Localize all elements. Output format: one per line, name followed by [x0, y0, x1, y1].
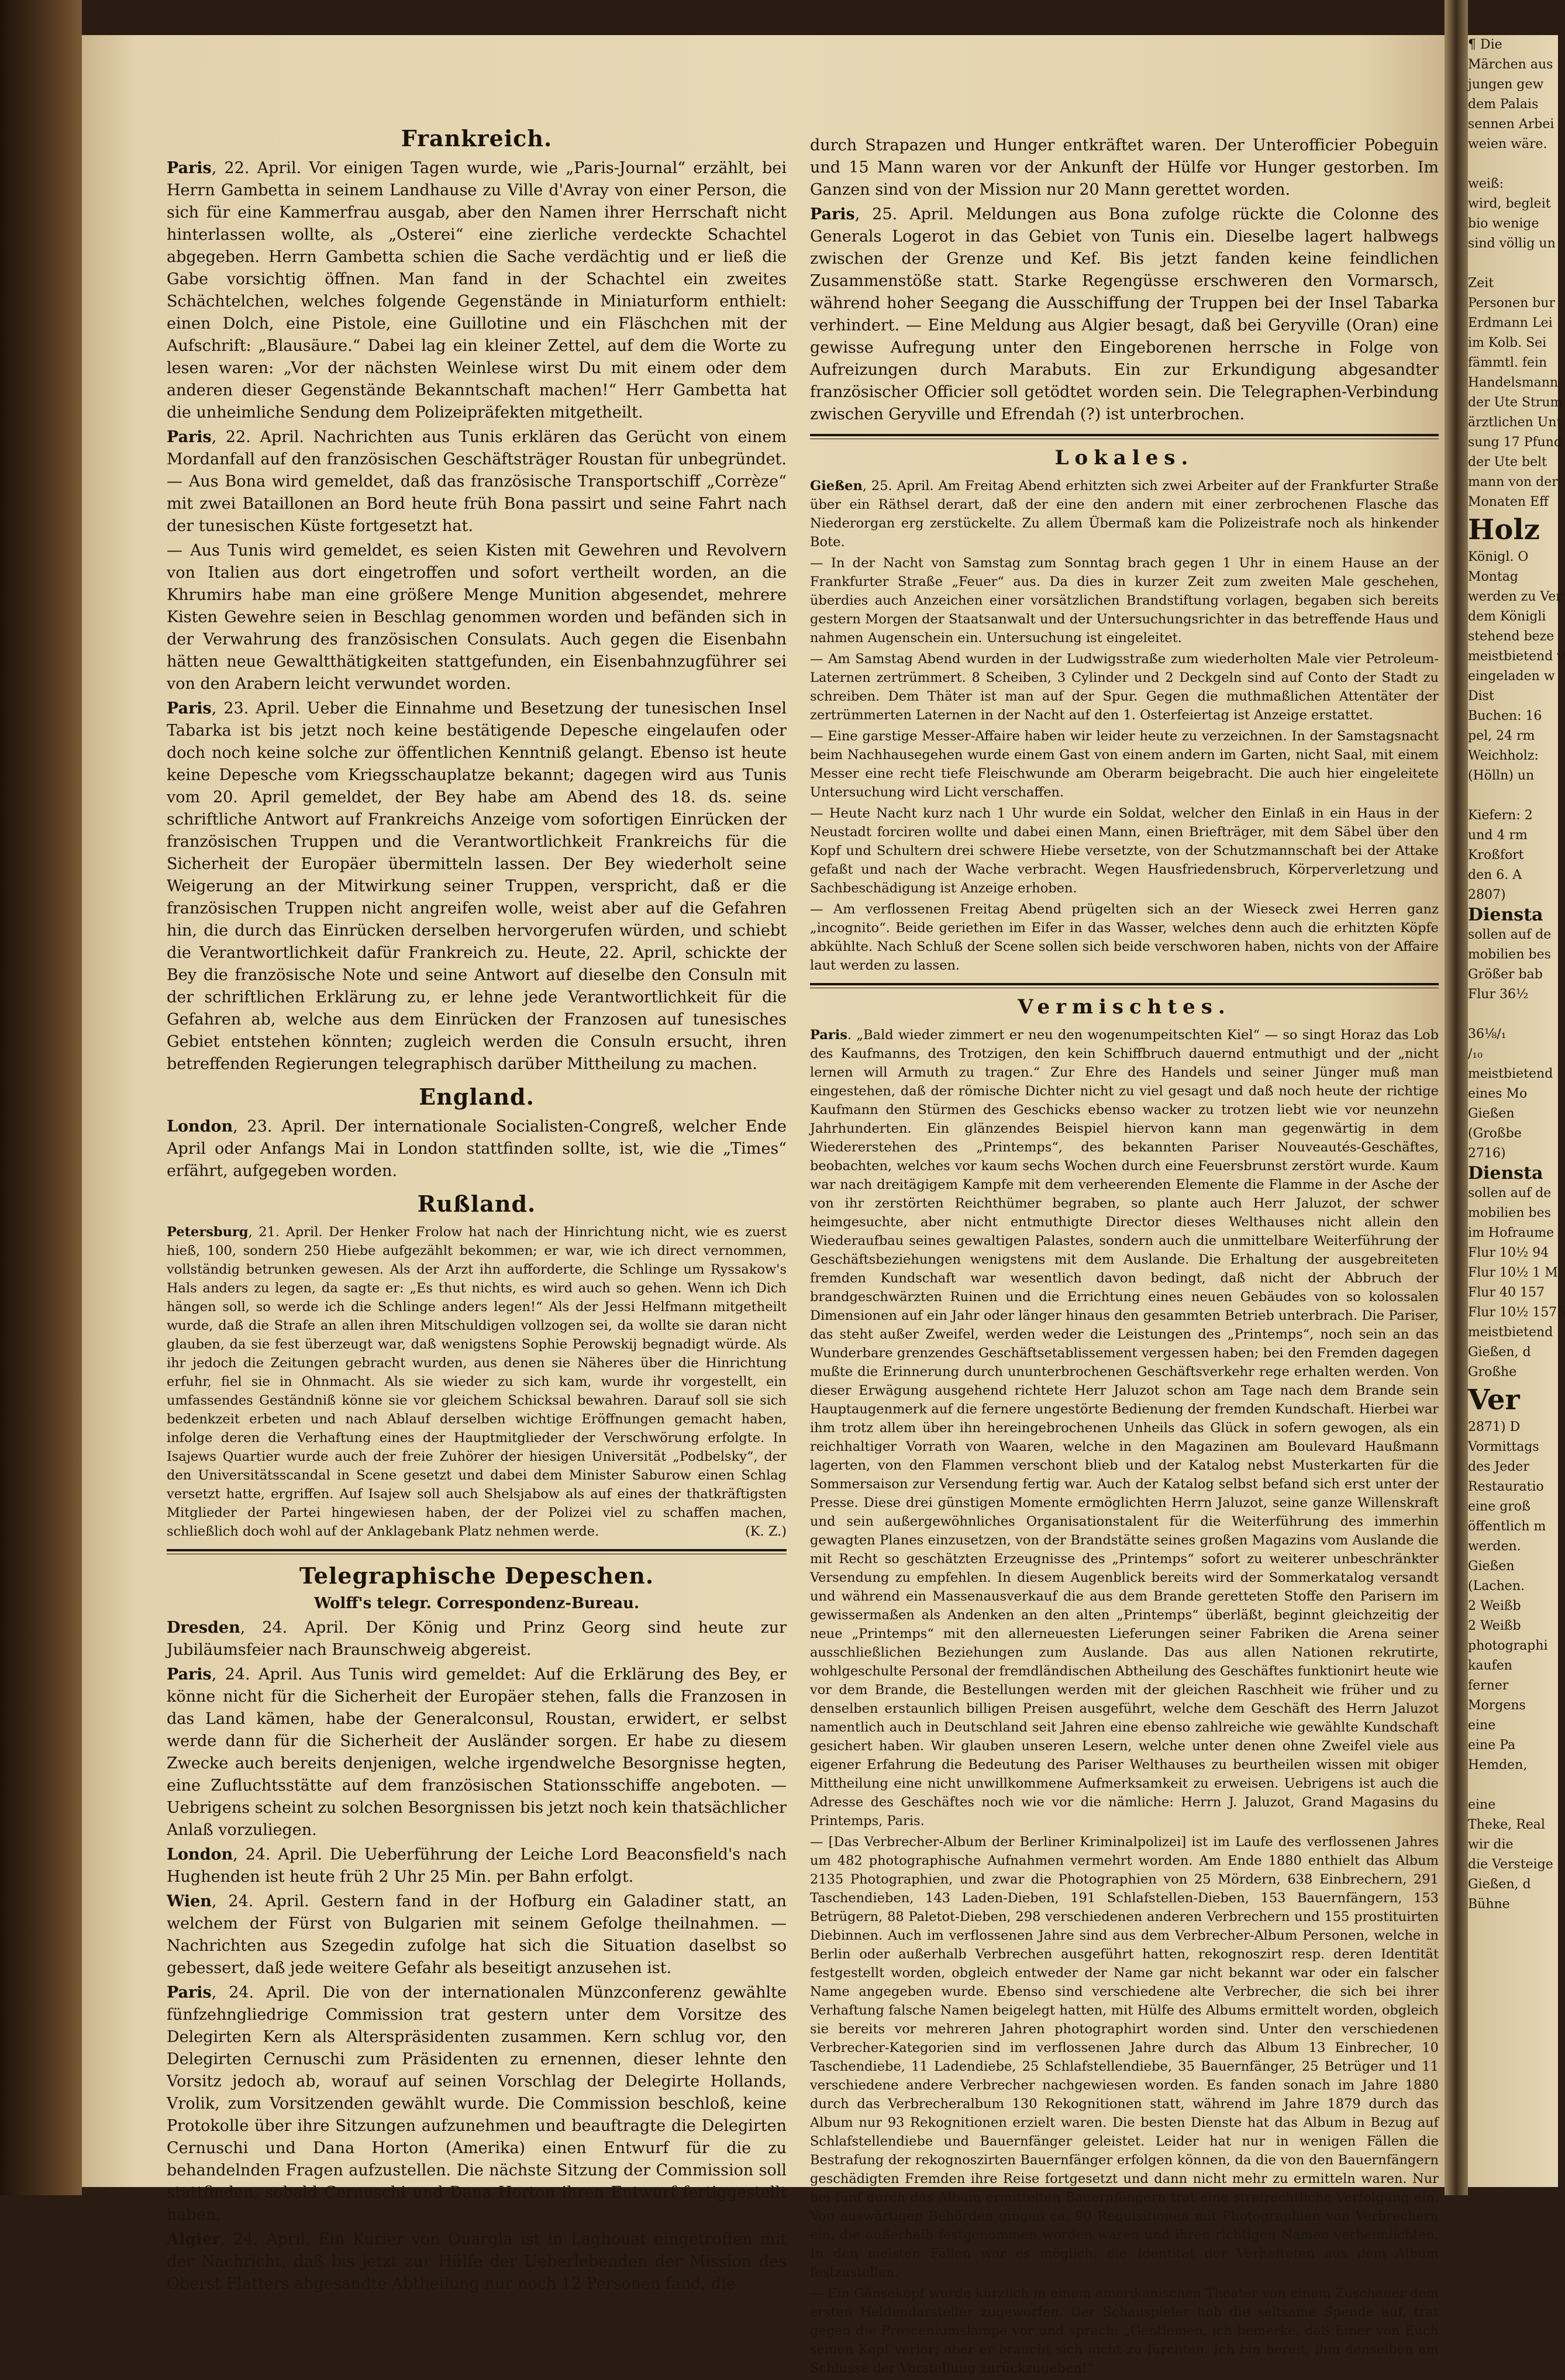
- adjacent-text-line: mann von der: [1468, 475, 1558, 489]
- local-item-4: — Eine garstige Messer-Affaire haben wir leider heute zu verzeichnen. In der Samstagsnacht beim Nachhausegehen wurde einem Gast von einem andern im Garten, nicht Saal, mit einem Messer eine recht tiefe Fleischwunde am Oberarm beigebracht. Die auch hier eingeleitete Untersuchung wird Licht verschaffen.: [810, 729, 1439, 800]
- book-binding-edge: [0, 0, 82, 2195]
- adjacent-heading-dienstag-1: Diensta: [1468, 905, 1543, 925]
- adjacent-block-4: [1468, 1184, 1565, 1382]
- article-paris-3: Paris, 23. April. Ueber die Einnahme und Besetzung der tunesischen Insel Tabarka ist bis jetzt noch keine bestätigende Depesche eingelaufen oder doch noch keine solche zur öffentlichen Kenntniß gelangt. Ebenso ist heute keine Depesche vom Kriegsschauplatze bekannt; dagegen wird aus Tunis vom 20. April gemeldet, der Bey habe am Abend des 18. ds. seine schriftliche Antwort auf Frankreichs Anzeige vom sofortigen Einrücken der französischen Truppen und die Verantwortlichkeit Frankreichs für die Sicherheit der Europäer übermitteln lassen. Der Bey wiederholt seine Weigerung an der Mitwirkung seiner Truppen, verspricht, daß er die französischen Truppen nicht angreifen wolle, weist aber auf die Gefahren hin, die durch das Einrücken derselben hervorgerufen würden, und schiebt die Verantwortlichkeit dafür Frankreich zu. Heute, 22. April, schickte der Bey die französische Note und seine Antwort auf dieselbe den Consuln mit der schriftlichen Erklärung zu, er lehne jede Verantwortlichkeit für die Gefahren ab, welche aus dem Einrücken der Franzosen auf tunesisches Gebiet entstehen könnten; zugleich werden die Consuln ersucht, ihren betreffenden Regierungen telegraphisch darüber Mittheilung zu machen.: [167, 699, 787, 1073]
- adjacent-text-line: 2871) D: [1468, 1420, 1521, 1434]
- adjacent-text-line: (Hölln) un: [1468, 768, 1535, 783]
- dateline-city: Paris: [810, 1027, 847, 1043]
- adjacent-text-line: Flur 10½ 1 M: [1468, 1265, 1558, 1280]
- adjacent-text-line: eine: [1468, 1718, 1496, 1733]
- adjacent-text-line: Montag: [1468, 570, 1518, 584]
- adjacent-text-line: 2716): [1468, 1146, 1506, 1161]
- adjacent-text-line: (Lachen.: [1468, 1579, 1525, 1593]
- adjacent-text-line: meistbietend: [1468, 1325, 1553, 1340]
- section-heading-england: England.: [419, 1084, 535, 1110]
- adjacent-text-line: Märchen aus: [1468, 57, 1553, 72]
- adjacent-text-line: kaufen: [1468, 1658, 1512, 1673]
- adjacent-text-line: eingeladen w: [1468, 669, 1555, 684]
- page-gutter: [1445, 0, 1468, 2195]
- adjacent-text-line: Großhe: [1468, 1365, 1517, 1379]
- adjacent-text-line: bio wenige: [1468, 216, 1539, 231]
- adjacent-text-line: Erdmann Lei: [1468, 316, 1553, 330]
- dispatch-algier: Algier, 24. April. Ein Kurier von Ouargla ist in Laghouat eingetroffen mit der Nachricht, daß bis jetzt zur Hülfe der Ueberlebenden der Mission des Oberst Flatters abgesandte Abtheilung nur noch 12 Personen fand, die: [167, 2230, 787, 2293]
- adjacent-block-5: [1468, 1417, 1553, 1915]
- adjacent-text-line: wird, begleit: [1468, 196, 1551, 211]
- adjacent-text-line: 2 Weißb: [1468, 1599, 1521, 1613]
- adjacent-text-line: (Großbe: [1468, 1126, 1522, 1141]
- adjacent-text-line: Gießen, d: [1468, 1877, 1531, 1892]
- adjacent-text-line: Handelsmann: [1468, 375, 1559, 390]
- adjacent-text-line: /₁₀: [1468, 1047, 1483, 1061]
- dateline-city: Paris: [167, 159, 212, 177]
- article-petersburg: Petersburg, 21. April. Der Henker Frolow hat nach der Hinrichtung nicht, wie es zuerst hieß, 100, sondern 250 Hiebe aufgezählt bekommen; er war, wie ich direct vernommen, vollständig betrunken gewesen. Als der Arzt ihn aufforderte, die Schlinge um Ryssakow's Hals anders zu legen, da sagte er: „Es thut nichts, es wird auch so gehen. Wenn ich Dich hängen soll, so werde ich die Schlinge anders legen!“ Als der Jessi Helfmann mitgetheilt wurde, daß die Strafe an allen ihren Mitschuldigen vollzogen sei, da wollte sie daran nicht glauben, da sie fest überzeugt war, daß wenigstens Sophie Perowskij begnadigt würde. Als ihr jedoch die Zeitungen gebracht wurden, aus denen sie Näheres über die Hinrichtung erfuhr, fiel sie in Ohnmacht. Als sie wieder zu sich kam, wurde ihr vorgestellt, ein umfassendes Geständniß könne sie vor gleichem Schicksal bewahren. Darauf soll sie sich bedenkzeit erbeten und nach Ablauf derselben wichtige Eröffnungen gemacht haben, infolge deren die Verhaftung eines der Hauptmitglieder der Verschwörung erfolgte. In Isajews Quartier wurde auch der freie Zuhörer der hiesigen Universität „Podbelsky“, der den Universitätsscandal in Scene gesetzt und dabei dem Minister Saburow einen Schlag versetzt hatte, ergriffen. Auf Isajew soll auch Shelsjabow als auf eines der thatkräftigsten Mitglieder der Partei hingewiesen haben, der der Polizei viel zu schaffen machen, schließlich doch wohl auf der Anklagebank Platz nehmen werde. (K. Z.): [167, 1223, 787, 1541]
- adjacent-text-line: der Ute Strum: [1468, 395, 1563, 410]
- dateline-city: London: [167, 1117, 233, 1136]
- adjacent-text-line: öffentlich m: [1468, 1519, 1546, 1534]
- adjacent-text-line: Kiefern: 2: [1468, 808, 1533, 823]
- adjacent-text-line: stehend beze: [1468, 629, 1554, 644]
- dateline-city: Paris: [810, 205, 855, 223]
- adjacent-text-line: Größer bab: [1468, 967, 1543, 982]
- adjacent-text-line: [1468, 1005, 1550, 1025]
- adjacent-text-line: weien wäre.: [1468, 137, 1547, 151]
- dispatch-london: London, 24. April. Die Ueberführung der Leiche Lord Beaconsfield's nach Hughenden ist heute früh 2 Uhr 25 Min. per Bahn erfolgt.: [167, 1846, 787, 1886]
- dateline-city: Paris: [167, 428, 212, 446]
- adjacent-text-line: 36⅛/₁: [1468, 1027, 1507, 1041]
- adjacent-text-line: [1468, 154, 1550, 174]
- section-divider: [810, 983, 1439, 985]
- adjacent-heading-ver: Ver: [1468, 1384, 1520, 1416]
- adjacent-text-line: im Hofraume: [1468, 1226, 1554, 1240]
- adjacent-text-line: Gießen, d: [1468, 1345, 1531, 1360]
- section-heading-vermischtes: Vermischtes.: [1018, 995, 1231, 1019]
- adjacent-text-line: Flur 40 157: [1468, 1285, 1545, 1300]
- dateline-city: Paris: [167, 1984, 212, 2002]
- adjacent-text-line: Zeit: [1468, 276, 1494, 291]
- adjacent-page-text: [1468, 35, 1565, 1915]
- agency-subheading: Wolff's telegr. Correspondenz-Bureau.: [314, 1595, 639, 1612]
- adjacent-text-line: Buchen: 16: [1468, 709, 1542, 723]
- adjacent-text-line: photographi: [1468, 1639, 1548, 1653]
- dateline-city: Algier: [167, 2230, 220, 2248]
- adjacent-block-1: [1468, 35, 1563, 512]
- adjacent-text-line: eines Mo: [1468, 1086, 1528, 1101]
- dateline-city: Petersburg: [167, 1225, 249, 1240]
- adjacent-text-line: wir die: [1468, 1837, 1514, 1852]
- dispatch-dresden: Dresden, 24. April. Der König und Prinz Georg sind heute zur Jubiläumsfeier nach Braunschweig abgereist.: [167, 1619, 787, 1659]
- adjacent-text-line: [1468, 254, 1550, 274]
- section-heading-frankreich: Frankreich.: [401, 125, 553, 151]
- article-tunis-weapons: — Aus Tunis wird gemeldet, es seien Kisten mit Gewehren und Revolvern von Italien aus dort eingetroffen und sofort vertheilt worden, an die Khrumirs habe man eine größere Menge Munition abgesendet, mehrere Kisten Gewehre seien in Beschlag genommen worden und befänden sich in der Verwahrung des französischen Consulats. Auch gegen die Eisenbahn hätten neue Gewaltthätigkeiten stattgefunden, ein Eisenbahnzugführer sei von den Arabern leicht verwundet worden.: [167, 541, 787, 693]
- adjacent-text-line: eine groß: [1468, 1499, 1530, 1514]
- adjacent-text-line: pel, 24 rm: [1468, 729, 1535, 743]
- dispatch-wien: Wien, 24. April. Gestern fand in der Hofburg ein Galadiner statt, an welchem der Fürst von Bulgarien mit seinem Gefolge theilnahmen. — Nachrichten aus Szegedin zufolge hat sich die Situation daselbst so gebessert, daß jede weitere Gefahr als beseitigt anzusehen ist.: [167, 1892, 787, 1977]
- adjacent-text-line: sung 17 Pfund: [1468, 435, 1563, 450]
- dateline-city: London: [167, 1846, 233, 1864]
- adjacent-text-line: 2807): [1468, 888, 1506, 902]
- adjacent-heading-holz: Holz: [1468, 513, 1540, 546]
- misc-printemps: Paris. „Bald wieder zimmert er neu den wogenumpeitschten Kiel“ — so singt Horaz das Lob des Kaufmanns, des Trotzigen, den kein Schiffbruch dauernd entmuthigt und der „nicht lernen will Armuth zu tragen.“ Zur Ehre des Handels und seiner Jünger muß man eingestehen, daß der römische Dichter nicht zu viel gesagt und daß noch heute der richtige Kaufmann den Stürmen des Geschicks ebenso wacker zu trotzen liebt wie vor neunzehn Jahrhunderten. Ein glänzendes Beispiel hiervon kann man gegenwärtig in dem Wiedererstehen des „Printemps“, des bekannten Pariser Nouveautés-Geschäftes, beobachten, welches vor kaum sechs Wochen durch eine Feuersbrunst zerstört wurde. Kaum war nach dreitägigem Kampfe mit dem verheerenden Elemente die Flamme in der Asche der von ihr zerstörten Reichthümer begraben, so plante auch Herr Jaluzot, der schwer heimgesuchte, aber nicht entmuthigte Director dieses Welthauses nicht allein den Wiederaufbau seines gewaltigen Palastes, sondern auch die unmittelbare Weiterführung der Geschäftsbeziehungen wenigstens mit dem Auslande. Die Erhaltung der ausgebreiteten fremden Kundschaft war wesentlich davon bedingt, daß nicht der Abbruch der brandgeschwärzten Ruinen und die Errichtung eines neuen Gebäudes von so kolossalen Dimensionen auf ein Jahr oder länger hinaus den gesammten Betrieb unterbrach. Die Pariser, das steht außer Zweifel, werden weder die Leistungen des „Printemps“, noch sein an das Wunderbare grenzendes Geschäftsetablissement vergessen haben; bei den Fremden dagegen mußte die Erinnerung durch ununterbrochenen Geschäftsverkehr rege erhalten werden. Von dieser Erwägung ausgehend richtete Herr Jaluzot schon am Tage nach dem Brande sein Hauptaugenmerk auf die fernere ungestörte Bedienung der fremden Kundschaft. Hierbei war ihm trotz allem über ihn hereingebrochenen Unheils das Glück in sofern gewogen, als ein reichhaltiger Vorrath von Waaren, welche in den Magazinen am Boulevard Haußmann lagerten, von den Flammen verschont blieb und der Katalog nebst Musterkarten für die Sommersaison zur Versendung fertig war. Auch der Katalog selbst befand sich erst unter der Presse. Diese drei günstigen Momente ermöglichten Herrn Jaluzot, seine ganze Willenskraft und sein außergewöhnliches Organisationstalent für die Weiterführung des immerhin gewagten Planes einzusetzen, von der Brandstätte seines großen Magazins vom Auslande die mit Recht so geschätzten Erzeugnisse des „Printemps“ sofort zu weiterer unbeschränkter Versendung zu empfehlen. In diesem Augenblick bereits wird der Sommerkatalog versandt und während ein Massenausverkauf die aus dem Brande geretteten Stoffe den Parisern im gewissermaßen als Andenken an den alten „Printemps“ überläßt, beginnt gleichzeitig der neue „Printemps“ mit den allerneuesten Lieferungen seiner Fabriken die Arena seiner ausschließlichen Beziehungen zum Auslande. Das aus allen Nationen rekrutirte, wohlgeschulte Personal der fremdländischen Abtheilung des Geschäftes funktionirt heute wie vor dem Brande, die Bestellungen werden mit der gleichen Raschheit wie früher und zu denselben erstaunlich billigen Preisen ausgeführt, welche dem Geschäft des Herrn Jaluzot namentlich auch in Deutschland seit Jahren eine ebenso zahlreiche wie gewählte Kundschaft gesichert haben. Wir glauben unseren Lesern, welche unter denen ohne Zweifel viele aus eigener Erfahrung die Bedeutung des Pariser Welthauses zu beurtheilen wissen mit obiger Mittheilung eine nicht unwillkommene Aufmerksamkeit zu erweisen. Uebrigens ist auch die Adresse des Geschäftes noch wie vor die nämliche: Herrn J. Jaluzot, Grand Magasins du Printemps, Paris.: [810, 1027, 1439, 1829]
- adjacent-text-line: sennen Arbei: [1468, 117, 1554, 132]
- adjacent-text-line: 2 Weißb: [1468, 1619, 1521, 1633]
- misc-gaensekopf: — Ein Gänsekopf wurde kürzlich in einem amerikanischen Theater von einem Zuschauer dem ersten Heldendarsteller zugeworfen. Der Schauspieler hob die seltsame Spende auf, trat gegen die Prosceniumslampe vor und sprach: „Gentlemen, ich bemerke, daß Einer von Euch seinen Kopf verlor; aber er braucht sich nicht zu fürchten. Ich bin bereit, ihm denselben am Schlusse der Vorstellung zurückzugeben!“: [810, 2286, 1439, 2376]
- local-item-2: — In der Nacht von Samstag zum Sonntag brach gegen 1 Uhr in einem Hause an der Frankfurter Straße „Feuer“ aus. Da dies in kurzer Zeit zum zweiten Male geschehen, überdies auch Anzeichen einer vorsätzlichen Brandstiftung vorlagen, begaben sich bereits gestern Morgen der Staatsanwalt und der Untersuchungsrichter in das betreffende Haus und nahmen Augenschein ein. Untersuchung ist eingeleitet.: [810, 556, 1439, 646]
- adjacent-text-line: Kroßfort: [1468, 848, 1524, 863]
- dateline-city: Paris: [167, 1665, 212, 1684]
- adjacent-text-line: Flur 36½: [1468, 987, 1529, 1002]
- adjacent-text-line: sollen auf de: [1468, 927, 1552, 942]
- adjacent-text-line: meistbietend: [1468, 1067, 1553, 1081]
- adjacent-text-line: ärztlichen Unt: [1468, 415, 1562, 430]
- local-item-6: — Am verflossenen Freitag Abend prügelten sich an der Wieseck zwei Herren ganz „incognito“. Beide geriethen im Eifer in das Wasser, welches denn auch die erhitzten Köpfe abkühlte. Nach Schluß der Scene sollen sich beide verschworen haben, nichts von der Affaire laut werden zu lassen.: [810, 902, 1439, 973]
- adjacent-text-line: des Jeder: [1468, 1460, 1529, 1474]
- adjacent-text-line: jungen gew: [1468, 77, 1544, 92]
- local-item-5: — Heute Nacht kurz nach 1 Uhr wurde ein Soldat, welcher den Einlaß in ein Haus in der Neustadt forciren wollte und dabei einen Mann, einen Briefträger, mit dem Säbel über den Kopf und Schultern drei schwere Hiebe versetzte, von der Schutzmannschaft bei der Attake gefaßt und nach der Wache verbracht. Wegen Hausfriedensbruch, Körperverletzung und Sachbeschädigung ist Anzeige erhoben.: [810, 806, 1439, 896]
- dateline-city: Gießen: [810, 478, 863, 494]
- adjacent-text-line: [1468, 786, 1550, 806]
- adjacent-text-line: mobilien bes: [1468, 1206, 1551, 1220]
- adjacent-text-line: meistbietend v: [1468, 649, 1564, 664]
- adjacent-text-line: eine Pa: [1468, 1738, 1516, 1753]
- adjacent-text-line: werden.: [1468, 1539, 1521, 1554]
- adjacent-block-3: [1468, 925, 1553, 1164]
- adjacent-text-line: im Kolb. Sei: [1468, 336, 1547, 350]
- dispatch-paris-1: Paris, 24. April. Aus Tunis wird gemeldet: Auf die Erklärung des Bey, er könne nicht für die Sicherheit der Europäer stehen, falls die Franzosen in das Land kämen, habe der Generalconsul, Roustan, erwidert, er selbst werde dann für die Sicherheit der Ausländer sorgen. Er habe zu diesem Zwecke auch bereits denjenigen, welche irgendwelche Besorgnisse hegten, eine Zufluchtsstätte auf dem französischen Stationsschiffe angeboten. — Uebrigens scheint zu solchen Besorgnissen bis jetzt noch kein thatsächlicher Anlaß vorzuliegen.: [167, 1665, 787, 1839]
- adjacent-text-line: Flur 10½ 1575: [1468, 1305, 1565, 1320]
- section-heading-russland: Rußland.: [417, 1191, 536, 1217]
- adjacent-text-line: eine: [1468, 1798, 1496, 1812]
- left-column: [167, 117, 787, 2298]
- adjacent-text-line: Vormittags: [1468, 1440, 1539, 1454]
- adjacent-text-line: Weichholz:: [1468, 749, 1539, 763]
- right-column: [810, 134, 1439, 2380]
- adjacent-text-line: Personen bur: [1468, 296, 1556, 311]
- adjacent-text-line: Königl. O: [1468, 550, 1529, 564]
- adjacent-text-line: dem Königli: [1468, 609, 1546, 624]
- article-paris-1: Paris, 22. April. Vor einigen Tagen wurde, wie „Paris-Journal“ erzählt, bei Herrn Gambetta in seinem Landhause zu Ville d'Avray von einer Person, die sich für eine Kammerfrau ausgab, aber den Namen ihrer Herrschaft nicht hinterlassen wollte, als „Osterei“ eine zierliche verdeckte Schachtel abgegeben. Herrn Gambetta schien die Sache verdächtig und er ließ die Gabe vorsichtig öffnen. Man fand in der Schachtel ein zweites Schächtelchen, welches folgende Gegenstände in Miniaturform enthielt: einen Dolch, eine Pistole, eine Guillotine und ein Fläschchen mit der Aufschrift: „Blausäure.“ Dabei lag ein kleiner Zettel, auf dem die Worte zu lesen waren: „Vor der nächsten Weinlese wirst Du mit einem oder dem anderen dieser Gegenstände Bekanntschaft machen!“ Herr Gambetta hat die unheimliche Sendung dem Polizeipräfekten mitgetheilt.: [167, 159, 787, 422]
- source-signature: (K. Z.): [744, 1524, 787, 1539]
- adjacent-heading-dienstag-2: Diensta: [1468, 1163, 1543, 1184]
- section-heading-lokales: Lokales.: [1054, 446, 1194, 470]
- dispatch-paris-2: Paris, 24. April. Die von der internationalen Münzconferenz gewählte fünfzehngliedrige Commission trat gestern unter dem Vorsitze des Delegirten Kern als Alterspräsidenten zusammen. Kern schlug vor, den Delegirten Cernuschi zum Präsidenten zu ernennen, dieser lehnte den Vorsitz jedoch ab, worauf auf seinen Vorschlag der Delegirte Hollands, Vrolik, zum Vorsitzenden gewählt wurde. Die Commission beschloß, keine Protokolle über ihre Sitzungen aufzunehmen und beauftragte die Delegirten Cernuschi und Dana Horton (Amerika) einen Entwurf für die zu behandelnden Fragen aufzustellen. Die nächste Sitzung der Commission soll stattfinden, sobald Cernuschi und Dana Horton ihren Entwurf fertiggestellt haben.: [167, 1984, 787, 2224]
- article-london-1: London, 23. April. Der internationale Socialisten-Congreß, welcher Ende April oder Anfangs Mai in London stattfinden sollte, ist, wie die „Times“ erfährt, aufgegeben worden.: [167, 1117, 787, 1180]
- dispatch-algier-continued: durch Strapazen und Hunger entkräftet waren. Der Unterofficier Pobeguin und 15 Mann waren vor der Ankunft der Hülfe vor Hunger gestorben. Im Ganzen sind von der Mission nur 20 Mann gerettet worden.: [810, 136, 1439, 199]
- adjacent-text-line: mobilien bes: [1468, 947, 1551, 962]
- misc-verbrecher-album: — [Das Verbrecher-Album der Berliner Kriminalpolizei] ist im Laufe des verflossenen Jahres um 482 photographische Aufnahmen vermehrt worden. Am Ende 1880 enthielt das Album 2135 Photographien, und zwar die Photographien von 25 Mördern, 638 Einbrechern, 291 Taschendieben, 143 Laden-Dieben, 191 Schlafstellen-Dieben, 153 Bauernfängern, 153 Betrügern, 88 Paletot-Dieben, 298 verschiedenen anderen Verbrechern und 155 prostituirten Diebinnen. Auch im verflossenen Jahre sind aus dem Verbrecher-Album Personen, welche in Berlin oder außerhalb Verbrechen ausgeführt hatten, rekognoszirt resp. deren Identität festgestellt worden, obgleich entweder der Name gar nicht bekannt war oder ein falscher Name angegeben wurde. Ebenso sind verschiedene alte Verbrecher, die sich bei ihrer Verhaftung falsche Namen beigelegt hatten, mit Hülfe des Albums ermittelt worden, obgleich sie bereits vor mehreren Jahren photographirt worden sind. Unter den verschiedenen Verbrecher-Kategorien sind im verflossenen Jahre durch das Album 13 Einbrecher, 10 Taschendiebe, 11 Ladendiebe, 25 Schlafstellendiebe, 35 Bauernfänger, 25 Betrüger und 11 verschiedene andere Verbrecher nachgewiesen worden. Es fanden sonach im Jahre 1880 durch das Verbrecheralbum 130 Rekognitionen statt, während im Jahre 1879 durch das Album nur 93 Rekognitionen erzielt waren. Die besten Dienste hat das Album in Bezug auf Schlafstellendiebe und Bauernfänger geleistet. Leider hat nur in wenigen Fällen die Bestrafung der rekognoszirten Bauernfänger erfolgen können, da die von den Bauernfängern geschädigten Fremden ihre Reise fortgesetzt und dann nicht mehr zu ermitteln waren. Nur bei fünf durch das Album ermittelten Bauernfängern trat eine strafrechtliche Verfolgung ein. Von auswärtigen Behörden gingen ca. 90 Requisitionen mit Photographien von Verbrechern ein, die außerhalb festgenommen worden waren und ihren richtigen Namen verheimlichten. In den meisten Fällen war es möglich, die Identität der Verhafteten aus dem Album festzustellen.: [810, 1834, 1439, 2280]
- adjacent-text-line: ¶ Die: [1468, 37, 1502, 52]
- local-item-3: — Am Samstag Abend wurden in der Ludwigsstraße zum wiederholten Male vier Petroleum-Laternen zertrümmert. 8 Scheiben, 3 Cylinder und 2 Deckgeln sind auf Conto der Stadt zu schreiben. Dem Thäter ist man auf der Spur. Gegen die muthmaßlichen Attentäter der zertrümmerten Laternen in der Nacht auf den 1. Osterfeiertag ist Anzeige erstattet.: [810, 651, 1439, 723]
- local-item-1: Gießen, 25. April. Am Freitag Abend erhitzten sich zwei Arbeiter auf der Frankfurter Straße über ein Räthsel derart, daß der eine den andern mit einer zerbrochenen Flasche das Niederorgan erg zerstückelte. Zu allem Übermaß kam die Polizeistrafe noch als hinkender Bote.: [810, 478, 1439, 550]
- dateline-city: Wien: [167, 1892, 212, 1910]
- adjacent-text-line: ferner: [1468, 1678, 1509, 1693]
- adjacent-text-line: sind völlig un: [1468, 236, 1556, 251]
- adjacent-text-line: weiß:: [1468, 177, 1504, 191]
- adjacent-text-line: den 6. A: [1468, 868, 1522, 882]
- adjacent-text-line: [1468, 1775, 1550, 1795]
- adjacent-text-line: Hemden,: [1468, 1758, 1528, 1772]
- section-divider: [810, 434, 1439, 436]
- adjacent-text-line: der Ute belt: [1468, 455, 1547, 470]
- article-paris-2: Paris, 22. April. Nachrichten aus Tunis erklären das Gerücht von einem Mordanfall auf den französischen Geschäftsträger Roustan für unbegründet. — Aus Bona wird gemeldet, daß das französische Transportschiff „Corrèze“ mit zwei Bataillonen an Bord heute früh Bona passirt und seine Fahrt nach der tunesischen Küste fortgesetzt hat.: [167, 428, 787, 535]
- section-heading-telegraphische-depeschen: Telegraphische Depeschen.: [299, 1562, 654, 1589]
- adjacent-text-line: Flur 10½ 94: [1468, 1246, 1549, 1260]
- adjacent-block-2: [1468, 547, 1564, 905]
- adjacent-text-line: werden zu Ver: [1468, 589, 1562, 604]
- adjacent-text-line: Restauratio: [1468, 1479, 1544, 1494]
- adjacent-text-line: Bühne: [1468, 1897, 1510, 1912]
- adjacent-text-line: sollen auf de: [1468, 1186, 1552, 1201]
- adjacent-text-line: dem Palais: [1468, 97, 1539, 112]
- dateline-city: Dresden: [167, 1619, 240, 1637]
- adjacent-text-line: und 4 rm: [1468, 828, 1528, 843]
- adjacent-text-line: fämmtl. fein: [1468, 356, 1547, 370]
- adjacent-text-line: Theke, Real: [1468, 1817, 1545, 1832]
- adjacent-text-line: Morgens: [1468, 1698, 1526, 1713]
- adjacent-page-strip: [1468, 35, 1565, 2187]
- adjacent-text-line: die Versteige: [1468, 1857, 1553, 1872]
- adjacent-text-line: Gießen: [1468, 1106, 1515, 1121]
- dispatch-paris-3: Paris, 25. April. Meldungen aus Bona zufolge rückte die Colonne des Generals Logerot in das Gebiet von Tunis ein. Dieselbe lagert halbwegs zwischen der Grenze und Kef. Bis jetzt fanden keine feindlichen Zusammenstöße statt. Starke Regengüsse erschweren den Vormarsch, während hoher Seegang die Ausschiffung der Truppen bei der Insel Tabarka verhindert. — Eine Meldung aus Algier besagt, daß bei Geryville (Oran) eine gewisse Aufregung unter den Eingeborenen herrsche in Folge von Aufreizungen durch Marabuts. Ein zur Erkundigung abgesandter französischer Officier soll getödtet worden sein. Die Telegraphen-Verbindung zwischen Geryville und Efrendah (?) ist unterbrochen.: [810, 205, 1439, 423]
- dateline-city: Paris: [167, 699, 212, 718]
- adjacent-text-line: Gießen: [1468, 1559, 1515, 1574]
- adjacent-text-line: Dist: [1468, 689, 1494, 703]
- adjacent-text-line: Monaten Eff: [1468, 495, 1549, 509]
- section-divider: [167, 1549, 787, 1551]
